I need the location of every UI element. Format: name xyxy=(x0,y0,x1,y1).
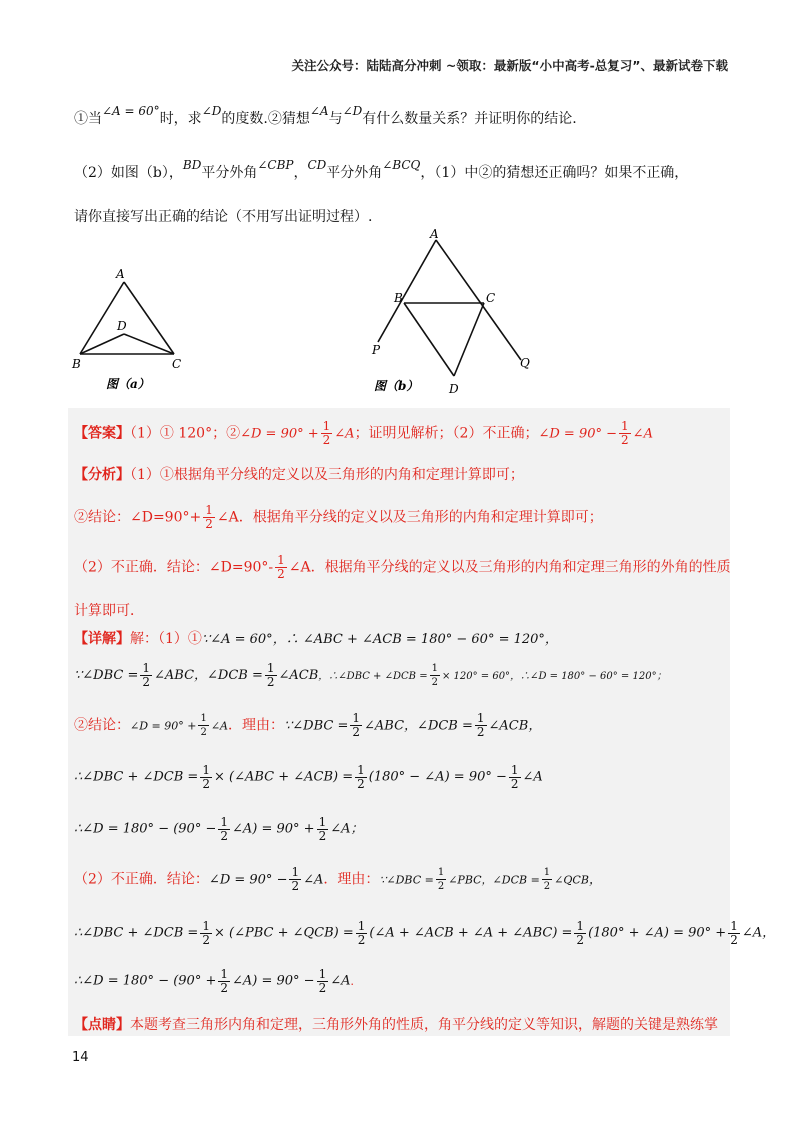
detail-l7e: ∠A xyxy=(741,925,763,941)
page-number: 14 xyxy=(72,1050,89,1065)
detail-l7d: (180° + ∠A) = 90° + xyxy=(588,925,727,941)
figure-b xyxy=(366,226,546,402)
detail-l4a: ∴∠DBC + ∠DCB = xyxy=(74,769,199,785)
q1-text-3: 的度数.②猜想 xyxy=(221,111,310,127)
question-line-2 xyxy=(74,158,689,182)
fig-b-label-b: B xyxy=(394,291,403,305)
detail-l3t: ②结论： xyxy=(74,717,130,734)
analysis-line-3 xyxy=(74,554,731,581)
detail-l8b: ∠A) = 90° − xyxy=(232,973,315,989)
detail-fraction-2a: $\frac{1}{2}$ xyxy=(142,661,150,689)
detail-fraction-7a: $\frac{1}{2}$ xyxy=(202,919,210,947)
detail-l3f: ，∠DCB = xyxy=(404,718,473,734)
q1-math-2: ∠D xyxy=(201,104,222,118)
fig-b-segment-cd xyxy=(454,303,484,376)
detail-fraction-5a: $\frac{1}{2}$ xyxy=(220,815,228,843)
figure-a xyxy=(66,262,196,398)
detail-l6e: ∠PBC xyxy=(448,873,482,887)
detail-l3e: ∠ABC xyxy=(364,718,405,734)
fig-b-line-ap xyxy=(378,240,436,342)
fig-a-caption: 图（a） xyxy=(106,377,150,391)
detail-fraction-4a: $\frac{1}{2}$ xyxy=(202,763,210,791)
fig-a-label-d: D xyxy=(117,319,127,333)
detail-l6a: ∠D = 90° − xyxy=(208,872,288,888)
answer-fraction-1: $\frac{1}{2}$ xyxy=(322,419,331,447)
q2-math-4: ∠BCQ xyxy=(382,158,421,172)
q2-math-3: CD xyxy=(307,158,327,172)
detail-l8a: ∴∠D = 180° − (90° + xyxy=(74,973,217,989)
page-header: 关注公众号：陆陆高分冲刺 ~领取：最新版“小中高考-总复习”、最新试卷下载 xyxy=(291,58,728,73)
detail-l7c: (∠A + ∠ACB + ∠A + ∠ABC) = xyxy=(369,925,573,941)
question-line-1 xyxy=(74,104,577,128)
detail-fraction-4b: $\frac{1}{2}$ xyxy=(357,763,365,791)
detail-fraction-5b: $\frac{1}{2}$ xyxy=(318,815,327,843)
detail-math-1: ∵∠A = 60° xyxy=(201,632,273,647)
fig-b-line-aq xyxy=(436,240,521,360)
analysis-line-1 xyxy=(74,464,524,484)
detail-l7a: ∴∠DBC + ∠DCB = xyxy=(74,925,199,941)
q1-math-1: ∠A = 60° xyxy=(102,104,160,118)
detail-line-6 xyxy=(74,866,602,893)
detail-l5c: ∠A xyxy=(330,821,351,837)
fig-b-segment-bd xyxy=(404,303,454,376)
fig-a-label-a: A xyxy=(116,267,125,281)
detail-l5d: ； xyxy=(350,821,364,837)
detail-l2e: ，∴∠DBC + ∠DCB = xyxy=(318,671,428,682)
detail-l6c: ．理由： xyxy=(323,871,380,888)
q1-text-2: 时，求 xyxy=(159,111,202,127)
detail-line-7 xyxy=(74,920,775,947)
point-text: 本题考查三角形内角和定理，三角形外角的性质，角平分线的定义等知识，解题的关键是熟练掌 xyxy=(130,1017,718,1033)
q2-text-4: 平分外角 xyxy=(326,165,383,181)
q1-math-3: ∠A xyxy=(309,104,329,118)
detail-l7b: × (∠PBC + ∠QCB) = xyxy=(213,925,354,941)
analysis-fraction-3: $\frac{1}{2}$ xyxy=(277,553,285,581)
detail-l4c: (180° − ∠A) = 90° − xyxy=(368,769,507,785)
analysis-tag: 【分析】 xyxy=(74,467,130,483)
detail-l6f: ，∠DCB = xyxy=(481,873,540,887)
detail-line-3 xyxy=(74,712,541,739)
q2-text-1: （2）如图（b）， xyxy=(74,165,183,181)
question-line-3: 请你直接写出正确的结论（不用写出证明过程）. xyxy=(74,209,373,225)
detail-l6b: ∠A xyxy=(303,872,324,888)
fig-b-caption: 图（b） xyxy=(374,379,419,393)
answer-math-1b: ∠A xyxy=(334,426,355,442)
q2-text-3: ， xyxy=(293,165,308,181)
answer-text-2: ；证明见解析；（2）不正确； xyxy=(354,425,539,442)
detail-fraction-6b: $\frac{1}{2}$ xyxy=(437,867,445,892)
detail-fraction-7b: $\frac{1}{2}$ xyxy=(357,919,366,947)
detail-l3a: ∠D = 90° + xyxy=(130,719,197,733)
detail-tag: 【详解】 xyxy=(74,631,130,647)
analysis-text-2b: ∠A．根据角平分线的定义以及三角形的内角和定理计算即可； xyxy=(216,509,603,526)
detail-l8d: ． xyxy=(350,974,362,988)
detail-l7f: ， xyxy=(762,925,776,941)
answer-math-2b: ∠A xyxy=(632,426,653,442)
q1-text-4: 与 xyxy=(328,111,343,127)
q1-text-1: ①当 xyxy=(74,111,102,127)
detail-l2b: ∠ABC xyxy=(154,668,195,683)
detail-fraction-6a: $\frac{1}{2}$ xyxy=(291,865,300,893)
q2-text-2: 平分外角 xyxy=(201,165,258,181)
detail-fraction-3a: $\frac{1}{2}$ xyxy=(200,713,207,738)
detail-fraction-2b: $\frac{1}{2}$ xyxy=(266,661,275,689)
answer-text-1: （1）① 120°；② xyxy=(130,425,241,442)
detail-l6h: ， xyxy=(588,872,602,888)
analysis-text-2a: ②结论：∠D=90°+ xyxy=(74,509,202,526)
detail-l6t: （2）不正确．结论： xyxy=(74,871,209,888)
detail-line-2 xyxy=(74,662,667,689)
detail-text-1: 解：（1）① xyxy=(130,631,202,647)
detail-l2a: ∵∠DBC = xyxy=(74,668,139,683)
analysis-text-3b: ∠A．根据角平分线的定义以及三角形的内角和定理三角形的外角的性质 xyxy=(288,559,731,576)
detail-l5a: ∴∠D = 180° − (90° − xyxy=(74,821,217,837)
detail-l8c: ∠A xyxy=(330,973,351,989)
detail-fraction-8b: $\frac{1}{2}$ xyxy=(318,967,327,995)
detail-line-5 xyxy=(74,816,364,843)
answer-fraction-2: $\frac{1}{2}$ xyxy=(621,419,629,447)
detail-l5b: ∠A) = 90° + xyxy=(232,821,315,837)
detail-fraction-7c: $\frac{1}{2}$ xyxy=(576,919,585,947)
q2-math-1: BD xyxy=(182,158,202,172)
detail-line-8 xyxy=(74,968,362,995)
answer-math-1: ∠D = 90° + xyxy=(240,426,319,442)
fig-a-label-b: B xyxy=(72,357,81,371)
q2-text-5: ，（1）中②的猜想还正确吗？如果不正确， xyxy=(420,165,689,181)
detail-l6d: ∵∠DBC = xyxy=(379,873,434,887)
detail-fraction-6c: $\frac{1}{2}$ xyxy=(543,867,551,892)
detail-l4b: × (∠ABC + ∠ACB) = xyxy=(213,769,354,785)
detail-fraction-2c: $\frac{1}{2}$ xyxy=(431,663,438,688)
detail-l2c: ，∠DCB = xyxy=(194,668,263,683)
analysis-line-2 xyxy=(74,504,603,531)
detail-l3d: ∵∠DBC = xyxy=(284,718,349,734)
analysis-fraction-2: $\frac{1}{2}$ xyxy=(205,503,213,531)
q2-math-2: ∠CBP xyxy=(257,158,294,172)
detail-l3g: ∠ACB xyxy=(488,718,529,734)
detail-line-4 xyxy=(74,764,543,791)
detail-fraction-3c: $\frac{1}{2}$ xyxy=(476,711,485,739)
answer-math-2: ∠D = 90° − xyxy=(538,426,618,442)
answer-tag: 【答案】 xyxy=(74,425,130,442)
detail-l2g: ，∴∠D = 180° − 60° = 120°； xyxy=(510,671,667,682)
detail-l6g: ∠QCB xyxy=(554,873,589,887)
detail-l3c: ．理由： xyxy=(228,717,285,734)
fig-b-label-d: D xyxy=(449,382,459,396)
detail-l2f: × 120° = 60° xyxy=(441,671,511,682)
detail-fraction-7d: $\frac{1}{2}$ xyxy=(730,919,738,947)
detail-line-1 xyxy=(74,628,558,648)
fig-b-label-c: C xyxy=(486,291,496,305)
detail-l3h: ， xyxy=(528,718,542,734)
detail-l4d: ∠A xyxy=(522,769,543,785)
fig-a-label-c: C xyxy=(172,357,182,371)
detail-fraction-3b: $\frac{1}{2}$ xyxy=(352,711,361,739)
fig-b-label-a: A xyxy=(430,227,439,241)
detail-fraction-8a: $\frac{1}{2}$ xyxy=(220,967,228,995)
detail-math-1b: ，∴ ∠ABC + ∠ACB = 180° − 60° = 120°， xyxy=(272,632,558,647)
fig-b-label-p: P xyxy=(372,343,381,357)
point-line xyxy=(74,1014,718,1034)
q1-math-4: ∠D xyxy=(342,104,363,118)
detail-l2d: ∠ACB xyxy=(278,668,319,683)
analysis-text-3a: （2）不正确．结论：∠D=90°- xyxy=(74,559,274,576)
fig-b-label-q: Q xyxy=(520,356,530,370)
q1-text-5: 有什么数量关系？并证明你的结论. xyxy=(362,111,577,127)
detail-fraction-4c: $\frac{1}{2}$ xyxy=(510,763,519,791)
point-tag: 【点睛】 xyxy=(74,1017,130,1033)
analysis-text-1: （1）①根据角平分线的定义以及三角形的内角和定理计算即可； xyxy=(130,467,524,483)
analysis-line-4: 计算即可． xyxy=(74,603,144,619)
detail-l3b: ∠A xyxy=(210,719,229,733)
answer-line xyxy=(74,420,653,447)
